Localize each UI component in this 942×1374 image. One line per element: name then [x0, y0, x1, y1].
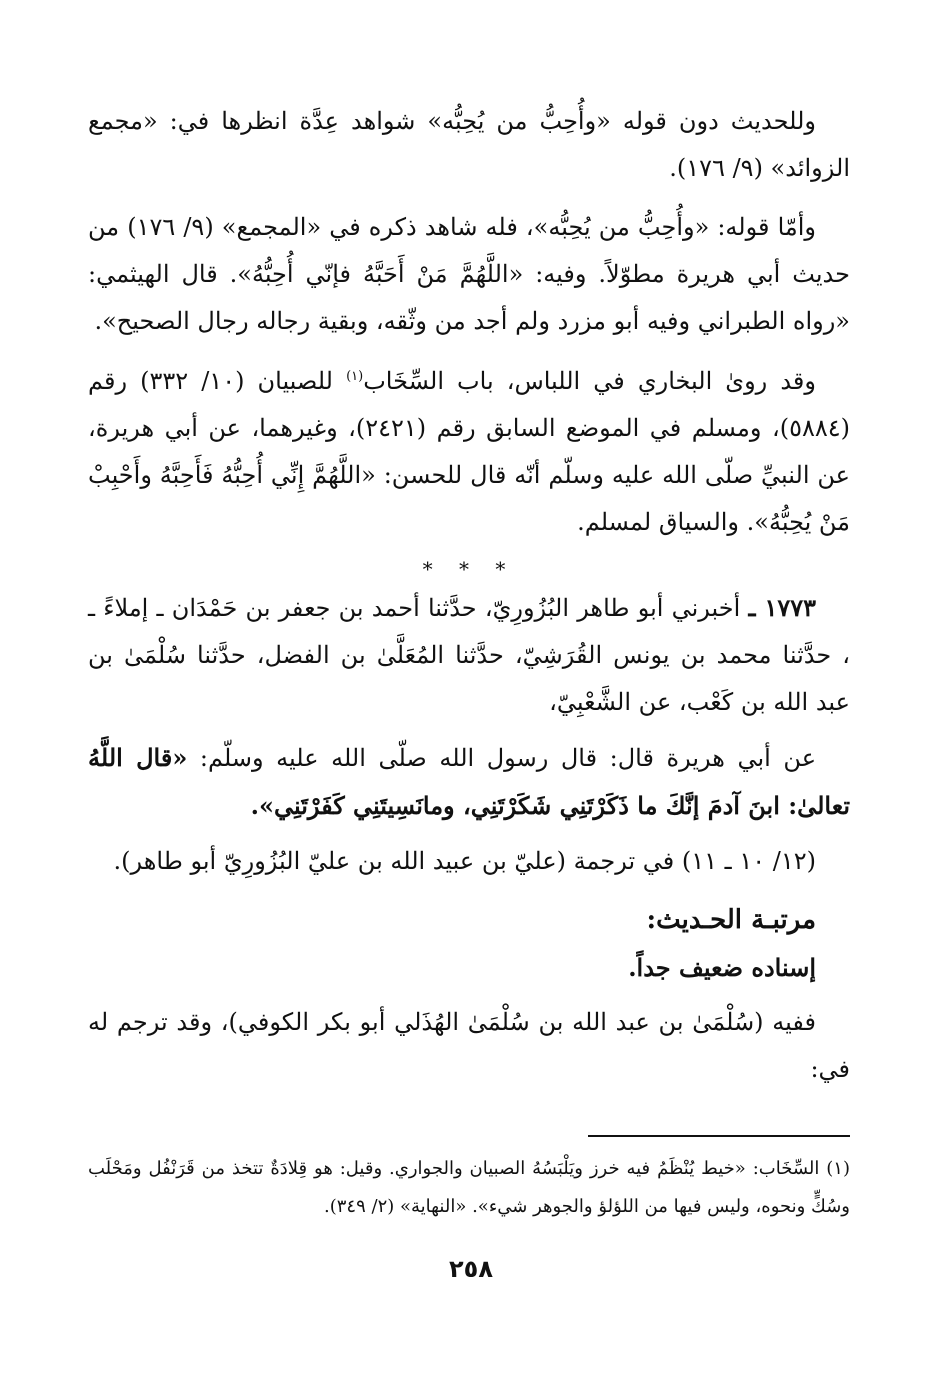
paragraph-shawahid: وللحديث دون قوله «وأُحِبُّ من يُحِبُّه» شواهد عِدَّة انظرها في: «مجمع الزوائد» (٩/ ١٧٦).	[88, 107, 850, 182]
footnote-ref[interactable]: (١)	[346, 369, 364, 384]
paragraph-majma: وأمّا قوله: «وأُحِبُّ من يُحِبُّه»، فله شاهد ذكره في «المجمع» (٩/ ١٧٦) من حديث أبي هريرة مطوّلاً. وفيه: «اللَّهُمَّ مَنْ أَحَبَّهُ فإنّي أُحِبُّهُ». قال الهيثمي: «رواه الطبراني وفيه أبو مزرد ولم أجد من وثّقه، وبقية رجاله رجال الصحيح».	[88, 213, 850, 335]
section-divider: * * *	[422, 557, 516, 581]
hadith-matn-intro: عن أبي هريرة قال: قال رسول الله صلّى الله عليه وسلّم:	[187, 744, 817, 772]
paragraph-narrator: ففيه (سُلْمَىٰ بن عبد الله بن سُلْمَىٰ الهُذَلي أبو بكر الكوفي)، وقد ترجم له في:	[88, 1008, 850, 1083]
hadith-matn-text: «قال اللَّهُ تعالىٰ: ابنَ آدمَ إنَّكَ ما ذَكَرْتَنِي شَكَرْتَنِي، ومانَسِيتَنِي كَفَرْتَنِي».	[88, 743, 850, 820]
footnote-separator	[588, 1135, 850, 1137]
section-verdict: إسناده ضعيف جداً.	[628, 953, 816, 982]
hadith-isnad-text: أخبرني أبو طاهر البُزُورِيّ، حدَّثنا أحمد بن جعفر بن حَمْدَان ـ إملاءً ـ ، حدَّثنا محمد بن يونس القُرَشِيّ، حدَّثنا المُعَلَّىٰ بن الفضل، حدَّثنا سُلْمَىٰ بن عبد الله بن كَعْب، عن الشَّعْبِيّ،	[88, 594, 850, 716]
translation-reference: (١٢/ ١٠ ـ ١١) في ترجمة (عليّ بن عبيد الله بن عليّ البُزُورِيّ أبو طاهر).	[113, 847, 816, 875]
paragraph-bukhari-part1: وقد روىٰ البخاري في اللباس، باب السِّخَاب	[363, 367, 816, 395]
hadith-matn	[88, 734, 850, 830]
footnote: (١) السِّخَاب: «خيط يُنْظَمُ فيه خرز ويَلْبَسُهُ الصبيان والجواري. وقيل: هو قِلادَةٌ تتخذ من قَرَنْفُل ومَحْلَب وسُكٍّ ونحوه، وليس فيها من اللؤلؤ والجوهر شيء». «النهاية» (٢/ ٣٤٩).	[88, 1158, 850, 1217]
page-body	[88, 98, 850, 1298]
section-title: مرتبـة الحـديث:	[646, 905, 816, 935]
hadith-isnad	[88, 584, 850, 726]
hadith-number: ١٧٧٣ ـ	[748, 593, 816, 622]
paragraph-bukhari	[88, 353, 850, 546]
paragraph-bukhari-part2: للصبيان (١٠/ ٣٣٢) رقم (٥٨٨٤)، ومسلم في الموضع السابق رقم (٢٤٢١)، وغيرهما، عن أبي هريرة، عن النبيِّ صلّى الله عليه وسلّم أنّه قال للحسن: «اللَّهُمَّ إِنِّي أُحِبُّهُ فَأَحِبَّهُ وأَحْبِبْ مَنْ يُحِبُّهُ». والسياق لمسلم.	[88, 367, 850, 536]
page-number: ٢٥٨	[449, 1255, 493, 1283]
